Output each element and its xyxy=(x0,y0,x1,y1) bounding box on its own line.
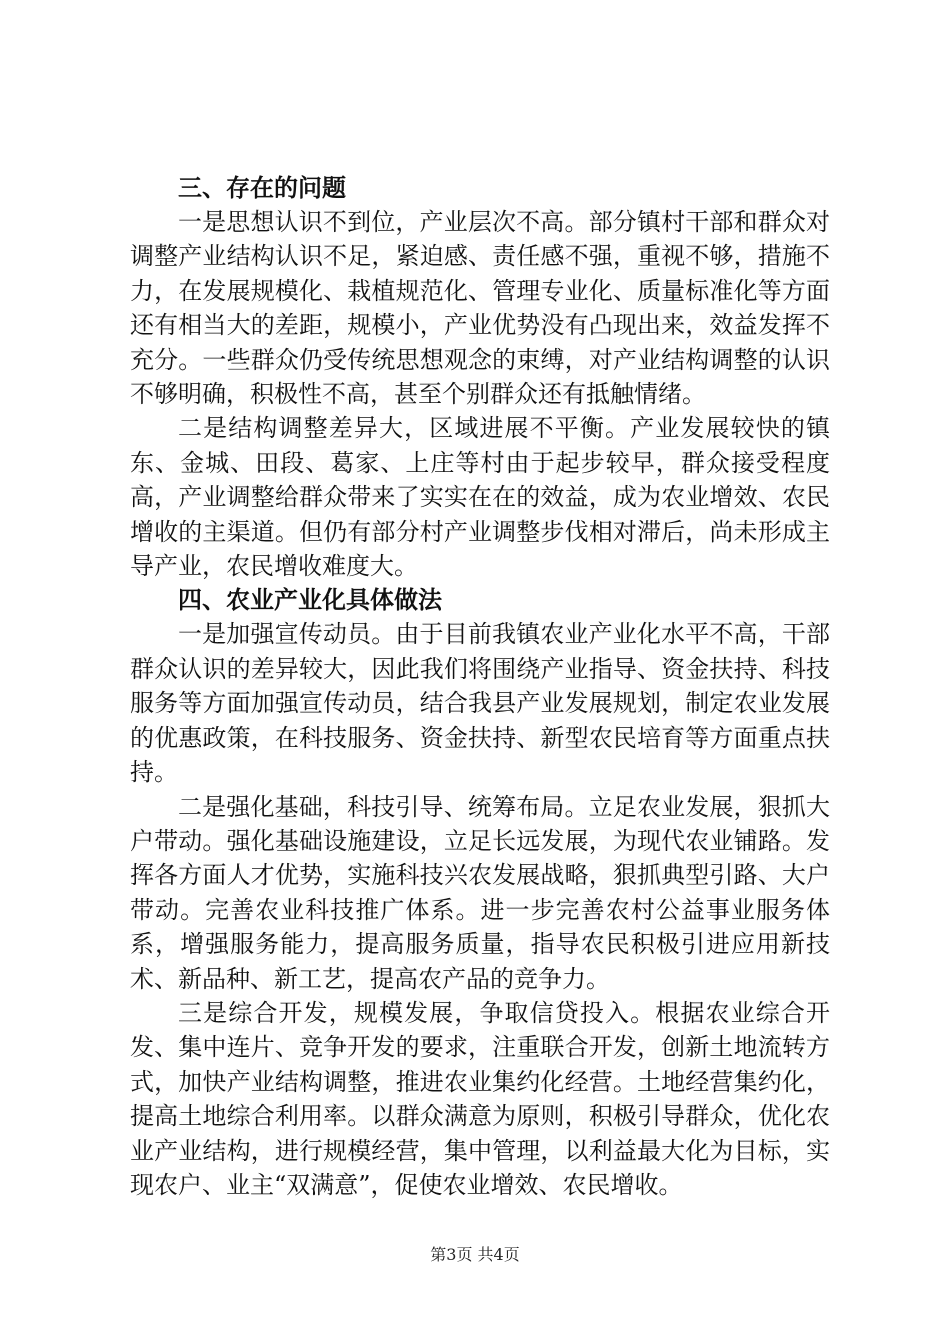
page-footer: 第3页 共4页 xyxy=(430,1245,520,1264)
paragraph-practice-3: 三是综合开发，规模发展，争取信贷投入。根据农业综合开发、集中连片、竞争开发的要求，注重联合开发，创新土地流转方式，加快产业结构调整，推进农业集约化经营。土地经营集约化，提高土地综合利用率。以群众满意为原则，积极引导群众，优化农业产业结构，进行规模经营，集中管理，以利益最大化为目标，实现农户、业主“双满意”，促使农业增效、农民增收。 xyxy=(130,998,830,1199)
section-heading-practices: 四、农业产业化具体做法 xyxy=(178,585,442,615)
paragraph-problem-2: 二是结构调整差异大，区域进展不平衡。产业发展较快的镇东、金城、田段、葛家、上庄等村由于起步较早，群众接受程度高，产业调整给群众带来了实实在在的效益，成为农业增效、农民增收的主渠道。但仍有部分村产业调整步伐相对滞后，尚未形成主导产业，农民增收难度大。 xyxy=(130,414,830,581)
paragraph-practice-1: 一是加强宣传动员。由于目前我镇农业产业化水平不高，干部群众认识的差异较大，因此我们将围绕产业指导、资金扶持、科技服务等方面加强宣传动员，结合我县产业发展规划，制定农业发展的优惠政策，在科技服务、资金扶持、新型农民培育等方面重点扶持。 xyxy=(130,620,830,787)
section-heading-problems: 三、存在的问题 xyxy=(178,173,346,202)
document-body xyxy=(130,171,830,1202)
paragraph-problem-1: 一是思想认识不到位，产业层次不高。部分镇村干部和群众对调整产业结构认识不足，紧迫感、责任感不强，重视不够，措施不力，在发展规模化、栽植规范化、管理专业化、质量标准化等方面还有相当大的差距，规模小，产业优势没有凸现出来，效益发挥不充分。一些群众仍受传统思想观念的束缚，对产业结构调整的认识不够明确，积极性不高，甚至个别群众还有抵触情绪。 xyxy=(130,208,830,409)
paragraph-practice-2: 二是强化基础，科技引导、统筹布局。立足农业发展，狠抓大户带动。强化基础设施建设，立足长远发展，为现代农业铺路。发挥各方面人才优势，实施科技兴农发展战略，狠抓典型引路、大户带动。完善农业科技推广体系。进一步完善农村公益事业服务体系，增强服务能力，提高服务质量，指导农民积极引进应用新技术、新品种、新工艺，提高农产品的竞争力。 xyxy=(130,792,830,993)
